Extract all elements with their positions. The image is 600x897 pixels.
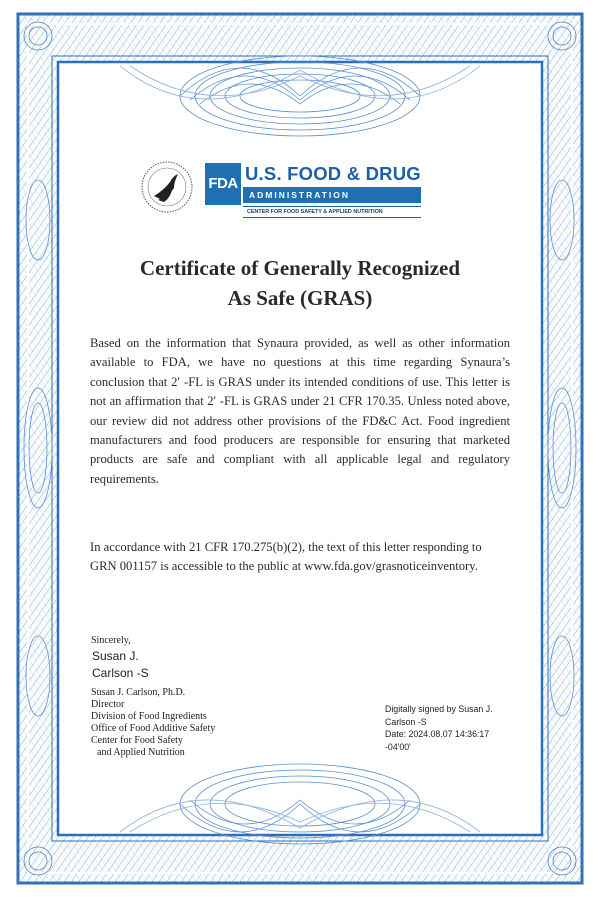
fda-administration: ADMINISTRATION	[243, 187, 421, 203]
signer-division: Division of Food Ingredients	[91, 711, 207, 722]
fda-center-name: CENTER FOR FOOD SAFETY & APPLIED NUTRITION	[243, 206, 421, 218]
signer-office: Office of Food Additive Safety	[91, 723, 216, 734]
signer-line1: Susan J.	[92, 649, 139, 663]
certificate-title-line1: Certificate of Generally Recognized	[139, 256, 461, 280]
fda-logo	[205, 163, 421, 221]
digital-line1: Digitally signed by Susan J.	[385, 704, 493, 714]
digital-line3: Date: 2024.08.07 14:36:17	[385, 729, 490, 739]
digital-line4: -04'00'	[385, 741, 411, 752]
signer-role: Director	[91, 699, 125, 710]
digital-line2: Carlson -S	[385, 716, 427, 727]
fda-mark: FDA	[205, 163, 241, 205]
closing: Sincerely,	[91, 635, 131, 646]
certificate-title-line2: As Safe (GRAS)	[227, 286, 373, 310]
hhs-seal-icon	[140, 160, 194, 214]
signer-center-1: Center for Food Safety	[91, 735, 183, 746]
signer-line2: Carlson -S	[92, 666, 149, 680]
signer-name: Susan J. Carlson, Ph.D.	[91, 687, 186, 698]
signer-center-2: and Applied Nutrition	[97, 747, 185, 758]
body-paragraph-1: Based on the information that Synaura provided, as well as other information available to FDA, we have no questions at this time regarding Synaura’s conclusion that 2′ -FL is GRAS under its intended conditions of use. This letter is not an affirmation that 2′ -FL is GRAS under 21 CFR 170.35. Unless noted above, our review did not address other provisions of the FD&C Act. Food ingredient manufacturers and food producers are responsible for ensuring that marketed products are safe and compliant with all applicable legal and regulatory requirements.	[90, 336, 510, 486]
digital-signature	[385, 703, 525, 753]
fda-agency-name: U.S. FOOD & DRUG	[245, 163, 421, 184]
body-paragraph-2: In accordance with 21 CFR 170.275(b)(2), the text of this letter responding to GRN 001157 is accessible to the public at www.fda.gov/grasnoticeinventory.	[90, 540, 482, 574]
